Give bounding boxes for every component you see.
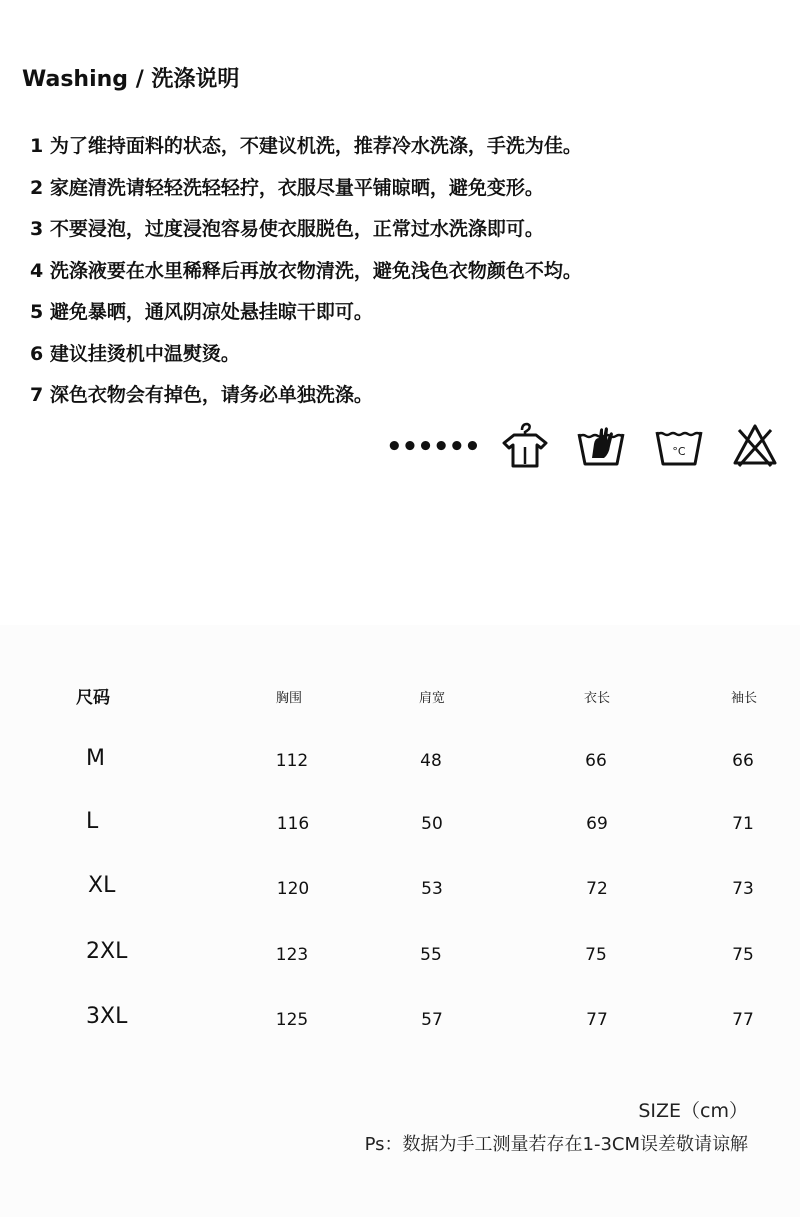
size-table xyxy=(0,625,800,1045)
chest-value: 112 xyxy=(275,751,309,771)
washing-rule: 7 深色衣物会有掉色，请务必单独洗涤。 xyxy=(30,384,373,406)
size-code: 2XL xyxy=(86,939,128,964)
washing-rule: 4 洗涤液要在水里稀释后再放衣物清洗，避免浅色衣物颜色不均。 xyxy=(30,259,582,282)
sleeve-value: 66 xyxy=(732,751,754,771)
size-code: M xyxy=(86,746,105,771)
header-size: 尺码 xyxy=(76,688,110,708)
size-section xyxy=(0,625,800,1217)
size-code: 3XL xyxy=(86,1004,128,1029)
length-value: 69 xyxy=(586,814,608,834)
washing-title: Washing / 洗涤说明 xyxy=(22,67,240,92)
size-code: L xyxy=(86,809,99,834)
washing-rule: 5 避免暴晒，通风阴凉处悬挂晾干即可。 xyxy=(30,301,373,323)
header-chest: 胸围 xyxy=(275,691,303,706)
shoulder-value: 50 xyxy=(421,814,443,834)
sleeve-value: 71 xyxy=(732,814,754,834)
chest-value: 116 xyxy=(276,814,310,834)
wash-temperature-icon xyxy=(654,420,704,470)
sleeve-value: 75 xyxy=(732,945,754,965)
washing-rules-list xyxy=(30,126,582,417)
washing-rule: 1 为了维持面料的状态，不建议机洗，推荐冷水洗涤，手洗为佳。 xyxy=(30,135,582,157)
length-value: 72 xyxy=(586,879,608,899)
shoulder-value: 57 xyxy=(421,1010,443,1030)
shoulder-value: 53 xyxy=(421,879,443,899)
washing-rule: 3 不要浸泡，过度浸泡容易使衣服脱色，正常过水洗涤即可。 xyxy=(30,218,544,240)
header-length: 衣长 xyxy=(583,691,611,706)
size-code: XL xyxy=(88,873,116,898)
chest-value: 120 xyxy=(276,879,310,899)
shoulder-value: 48 xyxy=(420,751,442,771)
sleeve-value: 73 xyxy=(732,879,754,899)
length-value: 66 xyxy=(585,751,607,771)
washing-rule: 6 建议挂烫机中温熨烫。 xyxy=(30,342,240,365)
header-shoulder: 肩宽 xyxy=(418,691,446,706)
shoulder-value: 55 xyxy=(420,945,442,965)
wash-temperature-label: °C xyxy=(672,445,686,458)
washing-rule: 2 家庭清洗请轻轻洗轻轻拧，衣服尽量平铺晾晒，避免变形。 xyxy=(30,176,544,199)
chest-value: 123 xyxy=(275,945,309,965)
header-sleeve: 袖长 xyxy=(730,691,758,706)
length-value: 75 xyxy=(585,945,607,965)
measurement-note: Ps：数据为手工测量若存在1-3CM误差敬请谅解 xyxy=(364,1134,748,1155)
size-unit-label: SIZE（cm） xyxy=(638,1100,748,1122)
hand-wash-icon xyxy=(576,420,626,470)
length-value: 77 xyxy=(586,1010,608,1030)
sleeve-value: 77 xyxy=(732,1010,754,1030)
do-not-bleach-icon xyxy=(730,420,780,470)
chest-value: 125 xyxy=(275,1010,309,1030)
dots-separator: •••••• xyxy=(386,432,480,462)
hang-dry-icon xyxy=(500,420,550,470)
